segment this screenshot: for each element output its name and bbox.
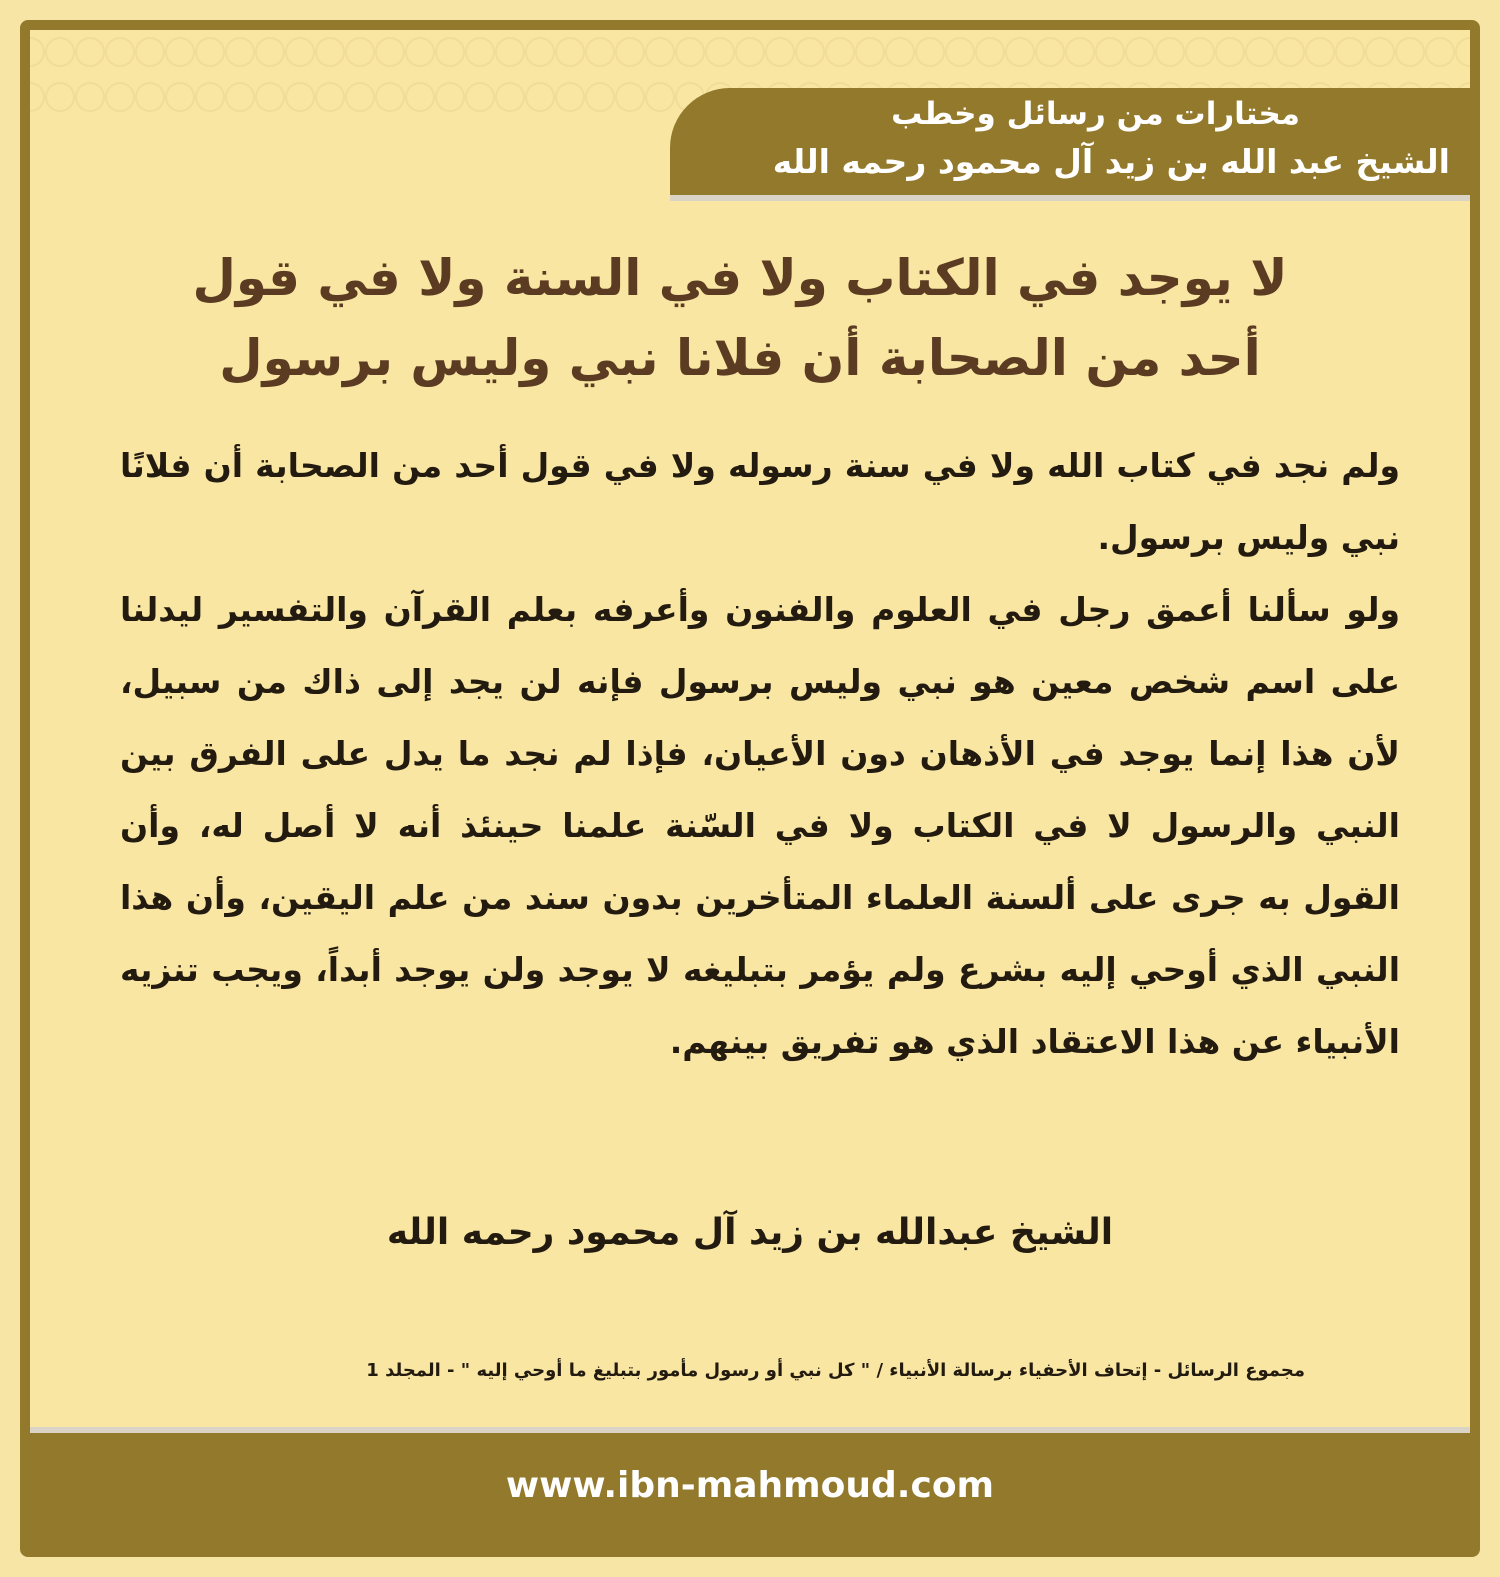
series-title: مختارات من رسائل وخطب	[891, 96, 1300, 132]
card-frame	[20, 20, 1480, 1557]
signature: الشيخ عبدالله بن زيد آل محمود رحمه الله	[386, 1212, 1114, 1253]
body-text	[120, 430, 1400, 1078]
paragraph-1: ولم نجد في كتاب الله ولا في سنة رسوله ولا في قول أحد من الصحابة أن فلانًا نبي وليس برسول.	[120, 446, 1400, 557]
footer-divider	[30, 1427, 1470, 1433]
website-link[interactable]: www.ibn-mahmoud.com	[505, 1465, 995, 1506]
headline	[90, 238, 1390, 398]
series-author: الشيخ عبد الله بن زيد آل محمود رحمه الله	[772, 142, 1450, 181]
headline-line-1: لا يوجد في الكتاب ولا في السنة ولا في قول	[192, 249, 1288, 307]
content-panel	[30, 30, 1470, 1427]
headline-line-2: أحد من الصحابة أن فلانا نبي وليس برسول	[219, 329, 1261, 387]
paragraph-2: ولو سألنا أعمق رجل في العلوم والفنون وأعرفه بعلم القرآن والتفسير ليدلنا على اسم شخص معين هو نبي وليس برسول فإنه لن يجد إلى ذاك من سبيل، لأن هذا إنما يوجد في الأذهان دون الأعيان، فإذا لم نجد ما يدل على الفرق بين النبي والرسول لا في الكتاب ولا في السّنة علمنا حينئذ أنه لا أصل له، وأن القول به جرى على ألسنة العلماء المتأخرين بدون سند من علم اليقين، وأن هذا النبي الذي أوحي إليه بشرع ولم يؤمر بتبليغه لا يوجد ولن يوجد أبداً، ويجب تنزيه الأنبياء عن هذا الاعتقاد الذي هو تفريق بينهم.	[120, 590, 1400, 1061]
source-citation: مجموع الرسائل - إتحاف الأحفياء برسالة الأنبياء / " كل نبي أو رسول مأمور بتبليغ ما أوحي إليه " - المجلد 1	[366, 1360, 1305, 1381]
series-banner	[670, 88, 1470, 201]
